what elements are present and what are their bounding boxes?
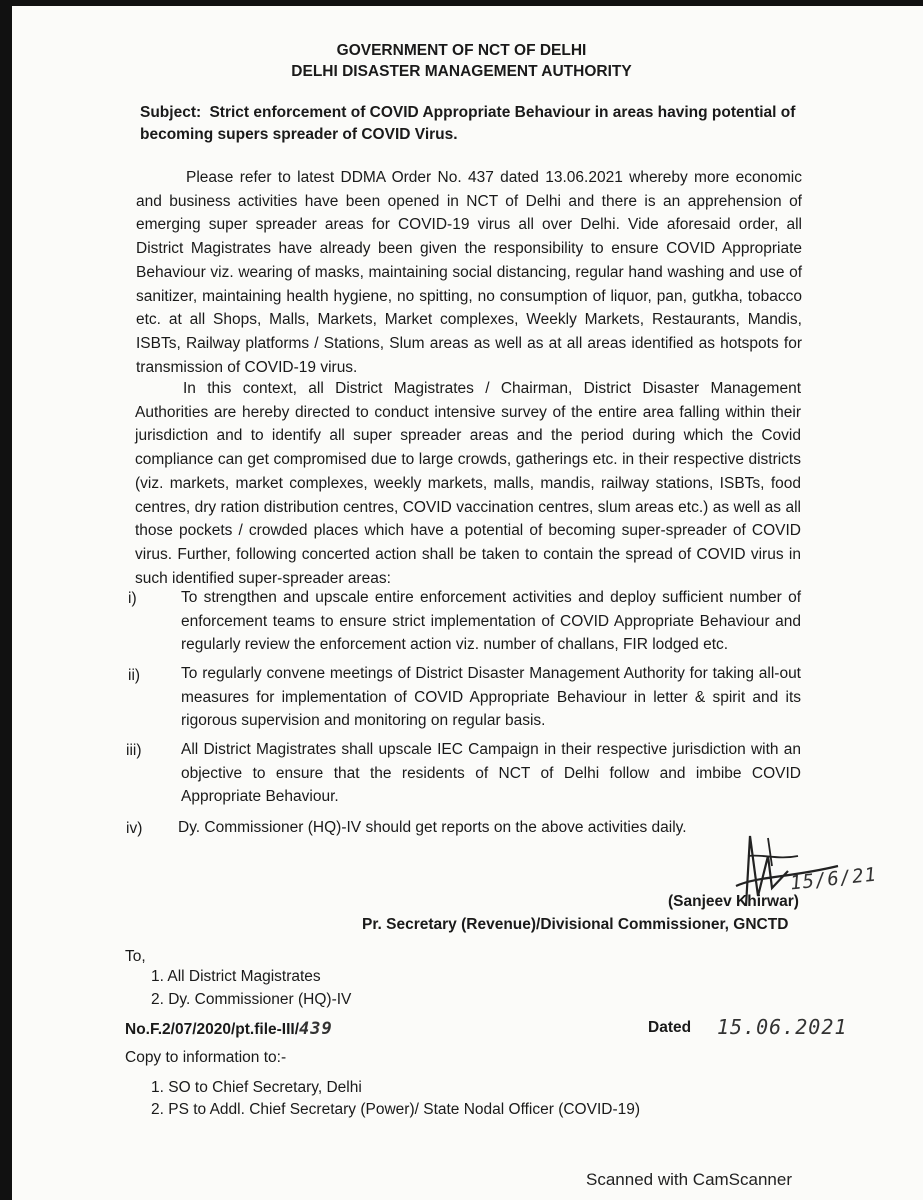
item-number-3: iii) xyxy=(126,742,142,759)
item-number-1: i) xyxy=(128,590,137,607)
signature-date: 15/6/21 xyxy=(789,863,878,895)
to-label: To, xyxy=(125,948,146,965)
item-text-1: To strengthen and upscale entire enforcement activities and deploy sufficient number of enforcement teams to ensure strict implementation of COVID Appropriate Behaviour and regularly review the enforcement action viz. number of challans, FIR lodged etc. xyxy=(181,589,801,653)
header-line-1: GOVERNMENT OF NCT OF DELHI xyxy=(336,42,587,59)
dated-label: Dated xyxy=(648,1019,692,1036)
copy-label: Copy to information to:- xyxy=(125,1049,287,1066)
item-text-3: All District Magistrates shall upscale IEC Campaign in their respective jurisdiction with an objective to ensure that the residents of NCT of Delhi follow and imbibe COVID Appropriate Behaviour. xyxy=(181,741,801,805)
file-reference-printed: No.F.2/07/2020/pt.file-III/ xyxy=(125,1021,300,1038)
file-reference xyxy=(125,1019,333,1039)
copy-item-2: 2. PS to Addl. Chief Secretary (Power)/ State Nodal Officer (COVID-19) xyxy=(151,1101,641,1118)
subject-line-1 xyxy=(140,104,795,122)
copy-item-1: 1. SO to Chief Secretary, Delhi xyxy=(151,1079,362,1096)
item-text-4: Dy. Commissioner (HQ)-IV should get reports on the above activities daily. xyxy=(178,819,687,836)
header-line-2: DELHI DISASTER MANAGEMENT AUTHORITY xyxy=(291,63,632,80)
scan-edge-left xyxy=(0,0,12,1200)
recipient-2: 2. Dy. Commissioner (HQ)-IV xyxy=(151,991,352,1008)
paragraph-1: Please refer to latest DDMA Order No. 437 dated 13.06.2021 whereby more economic and business activities have been opened in NCT of Delhi and there is an apprehension of emerging super spreader areas for COVID-19 virus all over Delhi. Vide aforesaid order, all District Magistrates have already been given the responsibility to ensure COVID Appropriate Behaviour viz. wearing of masks, maintaining social distancing, regular hand washing and use of sanitizer, maintaining health hygiene, no spitting, no consumption of liquor, pan, gutkha, tobacco etc. at all Shops, Malls, Markets, Market complexes, Weekly Markets, Restaurants, Mandis, ISBTs, Railway platforms / Stations, Slum areas as well as at all areas identified as hotspots for transmission of COVID-19 virus. xyxy=(136,169,802,376)
subject-text-1: Strict enforcement of COVID Appropriate Behaviour in areas having potential of xyxy=(209,104,796,121)
item-number-4: iv) xyxy=(126,820,143,837)
subject-label: Subject: xyxy=(140,104,202,121)
file-reference-number: 439 xyxy=(299,1019,333,1039)
signatory-designation: Pr. Secretary (Revenue)/Divisional Commissioner, GNCTD xyxy=(362,916,789,933)
dated-value: 15.06.2021 xyxy=(717,1015,848,1039)
subject-line-2: becoming supers spreader of COVID Virus. xyxy=(140,126,458,143)
item-text-2: To regularly convene meetings of District Disaster Management Authority for taking all-out measures for implementation of COVID Appropriate Behaviour in letter & spirit and its rigorous supervision and monitoring on regular basis. xyxy=(181,665,801,729)
camscanner-watermark: Scanned with CamScanner xyxy=(586,1170,793,1189)
signatory-name: (Sanjeev Khirwar) xyxy=(668,893,799,910)
recipient-1: 1. All District Magistrates xyxy=(151,968,321,985)
paragraph-2: In this context, all District Magistrates / Chairman, District Disaster Management Authorities are hereby directed to conduct intensive survey of the entire area falling within their jurisdiction and to identify all super spreader areas and the period during which the Covid compliance can get compromised due to large crowds, gatherings etc. in their respective districts (viz. markets, market complexes, weekly markets, malls, mandis, railway stations, ISBTs, food centres, dry ration distribution centres, COVID vaccination centres, slum areas etc.) as well as all those pockets / crowded places which have a potential of becoming super-spreader of COVID virus. Further, following concerted action shall be taken to contain the spread of COVID virus in such identified super-spreader areas: xyxy=(135,380,801,587)
scan-edge-top xyxy=(0,0,923,6)
item-number-2: ii) xyxy=(128,667,141,684)
